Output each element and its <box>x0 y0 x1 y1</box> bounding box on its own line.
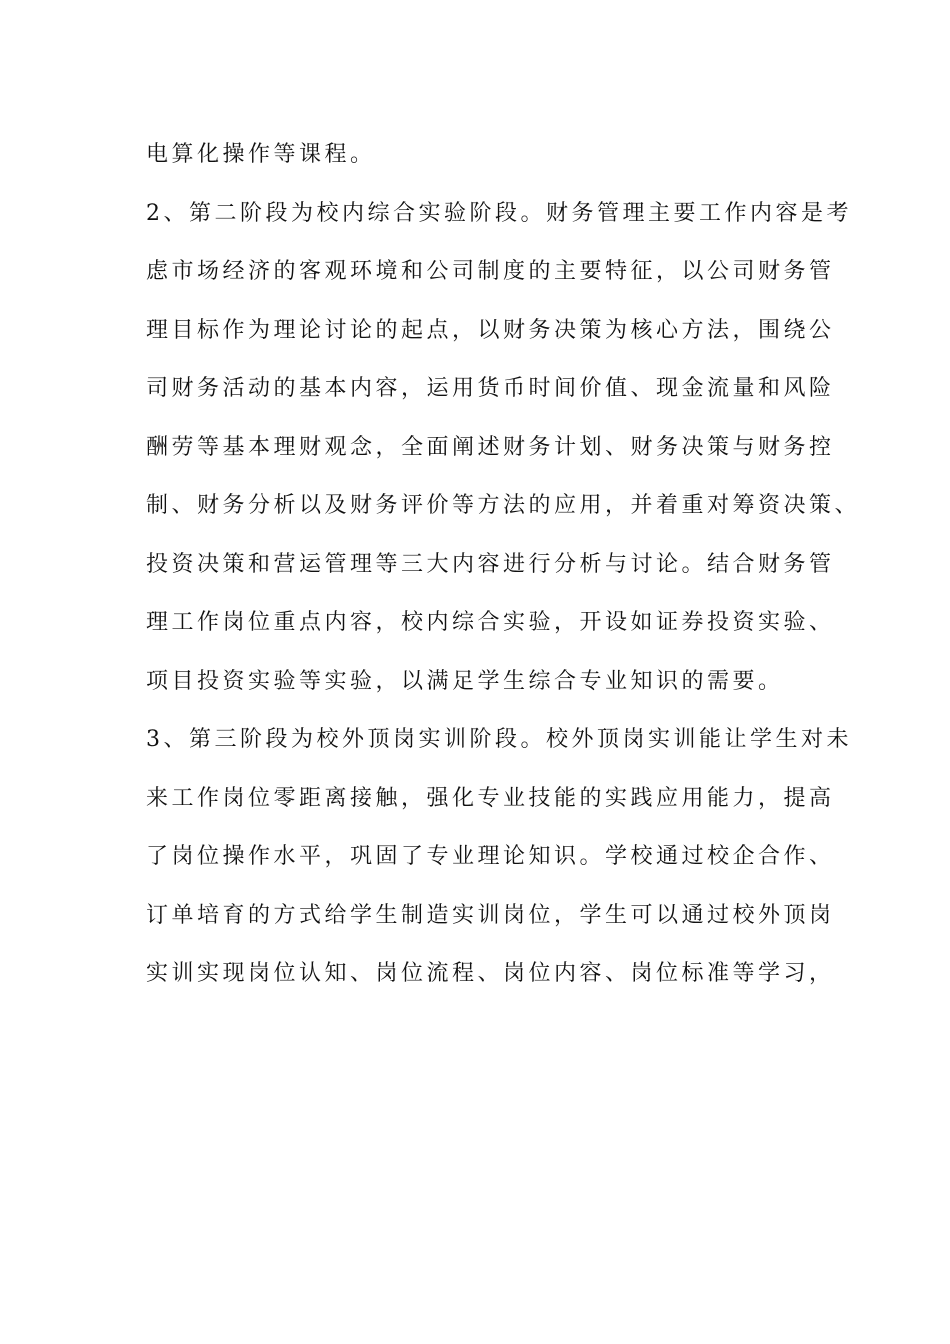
text-line: 实训实现岗位认知、岗位流程、岗位内容、岗位标准等学习， <box>146 961 835 986</box>
text-line: 项目投资实验等实验，以满足学生综合专业知识的需要。 <box>146 668 784 694</box>
text-line: 理工作岗位重点内容，校内综合实验，开设如证券投资实验、 <box>146 610 835 635</box>
text-line: 投资决策和营运管理等三大内容进行分析与讨论。结合财务管 <box>146 551 835 577</box>
text-line: 理目标作为理论讨论的起点，以财务决策为核心方法，围绕公 <box>146 317 835 343</box>
text-line: 订单培育的方式给学生制造实训岗位，学生可以通过校外顶岗 <box>146 902 835 928</box>
text-line: 虑市场经济的客观环境和公司制度的主要特征，以公司财务管 <box>146 259 835 284</box>
text-line: 制、财务分析以及财务评价等方法的应用，并着重对筹资决策、 <box>146 493 861 518</box>
text-line: 3、第三阶段为校外顶岗实训阶段。校外顶岗实训能让学生对未 <box>146 727 852 752</box>
text-line: 酬劳等基本理财观念，全面阐述财务计划、财务决策与财务控 <box>146 434 835 460</box>
text-line: 了岗位操作水平，巩固了专业理论知识。学校通过校企合作、 <box>146 844 835 869</box>
text-line: 2、第二阶段为校内综合实验阶段。财务管理主要工作内容是考 <box>146 200 852 226</box>
text-line: 来工作岗位零距离接触，强化专业技能的实践应用能力，提高 <box>146 785 835 811</box>
text-line: 电算化操作等课程。 <box>146 142 376 167</box>
document-body <box>146 126 861 1004</box>
text-line: 司财务活动的基本内容，运用货币时间价值、现金流量和风险 <box>146 376 835 401</box>
